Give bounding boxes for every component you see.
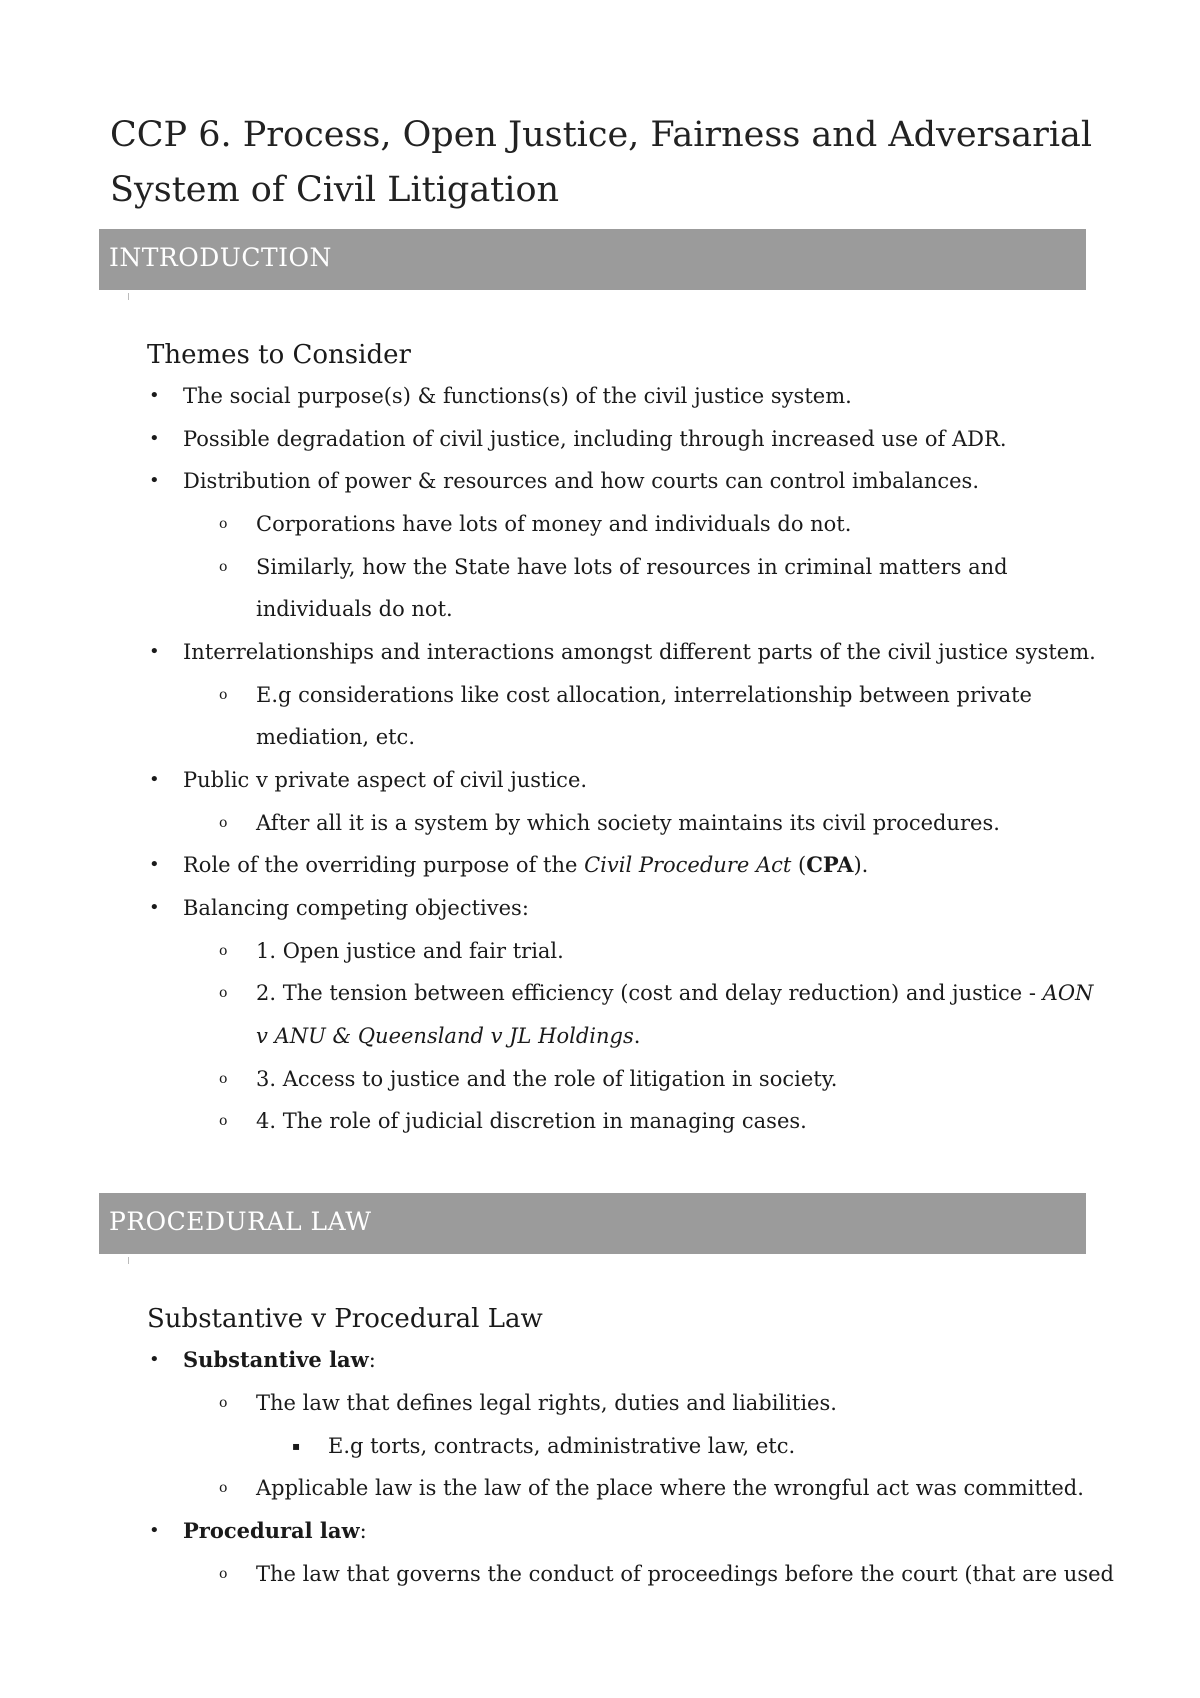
bullet-glyph: • — [149, 897, 160, 918]
sub-bullet-glyph: o — [219, 687, 228, 703]
sub-list-item: The law that governs the conduct of proceedings before the court (that are used — [256, 1562, 1114, 1586]
text-run: : — [368, 1348, 376, 1372]
sub-bullet-glyph: o — [219, 1113, 228, 1129]
list-item: Balancing competing objectives: — [183, 896, 529, 920]
sub-list-item: The law that defines legal rights, duties and liabilities. — [256, 1391, 837, 1415]
text-run: 2. The tension between efficiency (cost and delay reduction) and justice - — [256, 981, 1043, 1005]
bullet-glyph: • — [149, 428, 160, 449]
list-item — [183, 850, 868, 880]
bullet-glyph: • — [149, 470, 160, 491]
list-item: Interrelationships and interactions amongst different parts of the civil justice system. — [183, 640, 1096, 664]
list-item: Public v private aspect of civil justice. — [183, 768, 588, 792]
text-run: ( — [791, 853, 807, 877]
sub-list-item: Applicable law is the law of the place where the wrongful act was committed. — [256, 1476, 1084, 1500]
sub-list-item-continued — [256, 1021, 640, 1051]
sub-list-item: 1. Open justice and fair trial. — [256, 939, 564, 963]
sub-list-item-continued: individuals do not. — [256, 597, 453, 621]
sub-list-item — [256, 978, 1093, 1008]
sub-bullet-glyph: o — [219, 1395, 228, 1411]
text-run: . — [633, 1024, 641, 1048]
term-label: Substantive law — [183, 1347, 369, 1372]
bullet-glyph: • — [149, 854, 160, 875]
bullet-glyph: • — [149, 385, 160, 406]
case-name: AON — [1042, 981, 1094, 1005]
sub-bullet-glyph: o — [219, 815, 228, 831]
sub-list-item-continued: mediation, etc. — [256, 725, 415, 749]
list-item: Distribution of power & resources and how courts can control imbalances. — [183, 469, 980, 493]
list-item: The social purpose(s) & functions(s) of the civil justice system. — [183, 384, 852, 408]
act-name: Civil Procedure Act — [584, 853, 792, 877]
list-item — [183, 1345, 376, 1375]
sub-bullet-glyph: o — [219, 1071, 228, 1087]
list-item — [183, 1516, 367, 1546]
sub-sub-bullet-glyph: ▪ — [292, 1439, 301, 1453]
sub-bullet-glyph: o — [219, 985, 228, 1001]
sub-bullet-glyph: o — [219, 516, 228, 532]
text-run: ). — [853, 853, 869, 877]
section-header-introduction — [99, 229, 1086, 290]
title-line-1: CCP 6. Process, Open Justice, Fairness and Adversarial — [110, 115, 1093, 155]
section-title: INTRODUCTION — [109, 243, 332, 272]
section-header-procedural-law — [99, 1193, 1086, 1254]
sub-list-item: After all it is a system by which society maintains its civil procedures. — [256, 811, 1000, 835]
sub-bullet-glyph: o — [219, 1566, 228, 1582]
text-run: Role of the overriding purpose of the — [183, 853, 585, 877]
sub-list-item: Similarly, how the State have lots of resources in criminal matters and — [256, 555, 1008, 579]
text-run: : — [359, 1519, 367, 1543]
bullet-glyph: • — [149, 641, 160, 662]
sub-list-item: 4. The role of judicial discretion in managing cases. — [256, 1109, 807, 1133]
case-names: v ANU & Queensland v JL Holdings — [256, 1024, 634, 1048]
sub-bullet-glyph: o — [219, 1480, 228, 1496]
substantive-v-procedural-heading: Substantive v Procedural Law — [147, 1304, 543, 1334]
section-title: PROCEDURAL LAW — [109, 1207, 372, 1236]
sub-list-item: 3. Access to justice and the role of litigation in society. — [256, 1067, 838, 1091]
section-marker — [128, 1257, 129, 1264]
bullet-glyph: • — [149, 1349, 160, 1370]
bullet-glyph: • — [149, 769, 160, 790]
sub-sub-list-item: E.g torts, contracts, administrative law, etc. — [328, 1434, 796, 1458]
sub-bullet-glyph: o — [219, 943, 228, 959]
section-marker — [128, 293, 129, 300]
bullet-glyph: • — [149, 1520, 160, 1541]
sub-list-item: Corporations have lots of money and individuals do not. — [256, 512, 852, 536]
themes-heading: Themes to Consider — [147, 340, 411, 370]
list-item: Possible degradation of civil justice, including through increased use of ADR. — [183, 427, 1007, 451]
term-label: Procedural law — [183, 1518, 360, 1543]
sub-bullet-glyph: o — [219, 559, 228, 575]
act-abbreviation: CPA — [806, 852, 854, 877]
sub-list-item: E.g considerations like cost allocation, interrelationship between private — [256, 683, 1032, 707]
document-title — [110, 108, 1110, 218]
title-line-2: System of Civil Litigation — [110, 170, 560, 210]
